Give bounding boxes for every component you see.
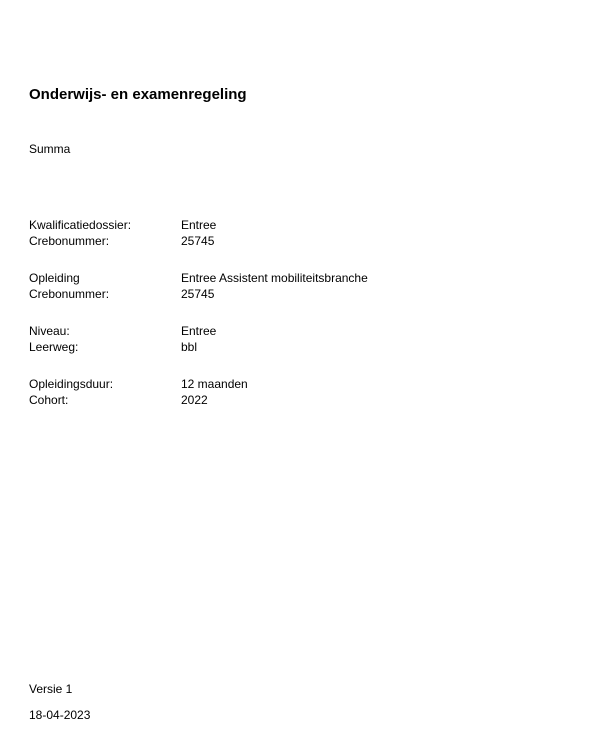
detail-label: Opleiding (29, 271, 80, 285)
detail-label: Leerweg: (29, 340, 79, 354)
details-section (29, 217, 368, 429)
detail-value: 2022 (181, 393, 208, 407)
page-title: Onderwijs- en examenregeling (29, 86, 247, 103)
document-date: 18-04-2023 (29, 708, 91, 722)
detail-value: 25745 (181, 287, 215, 301)
detail-group-program (29, 270, 368, 302)
detail-value: Entree Assistent mobiliteitsbranche (181, 271, 368, 285)
detail-label: Cohort: (29, 393, 69, 407)
detail-label: Niveau: (29, 324, 70, 338)
detail-row (29, 376, 368, 392)
organization-name: Summa (29, 142, 71, 156)
detail-row (29, 392, 368, 408)
detail-label: Kwalificatiedossier: (29, 218, 132, 232)
detail-group-qualification (29, 217, 368, 249)
detail-row (29, 217, 368, 233)
detail-value: bbl (181, 340, 198, 354)
detail-group-duration (29, 376, 368, 408)
detail-value: 25745 (181, 234, 215, 248)
detail-row (29, 339, 368, 355)
detail-label: Crebonummer: (29, 234, 110, 248)
detail-group-level (29, 323, 368, 355)
detail-row (29, 286, 368, 302)
document-version: Versie 1 (29, 682, 73, 696)
detail-label: Crebonummer: (29, 287, 110, 301)
detail-row (29, 270, 368, 286)
detail-value: Entree (181, 324, 217, 338)
detail-value: 12 maanden (181, 377, 248, 391)
detail-value: Entree (181, 218, 217, 232)
detail-row (29, 233, 368, 249)
detail-label: Opleidingsduur: (29, 377, 114, 391)
detail-row (29, 323, 368, 339)
